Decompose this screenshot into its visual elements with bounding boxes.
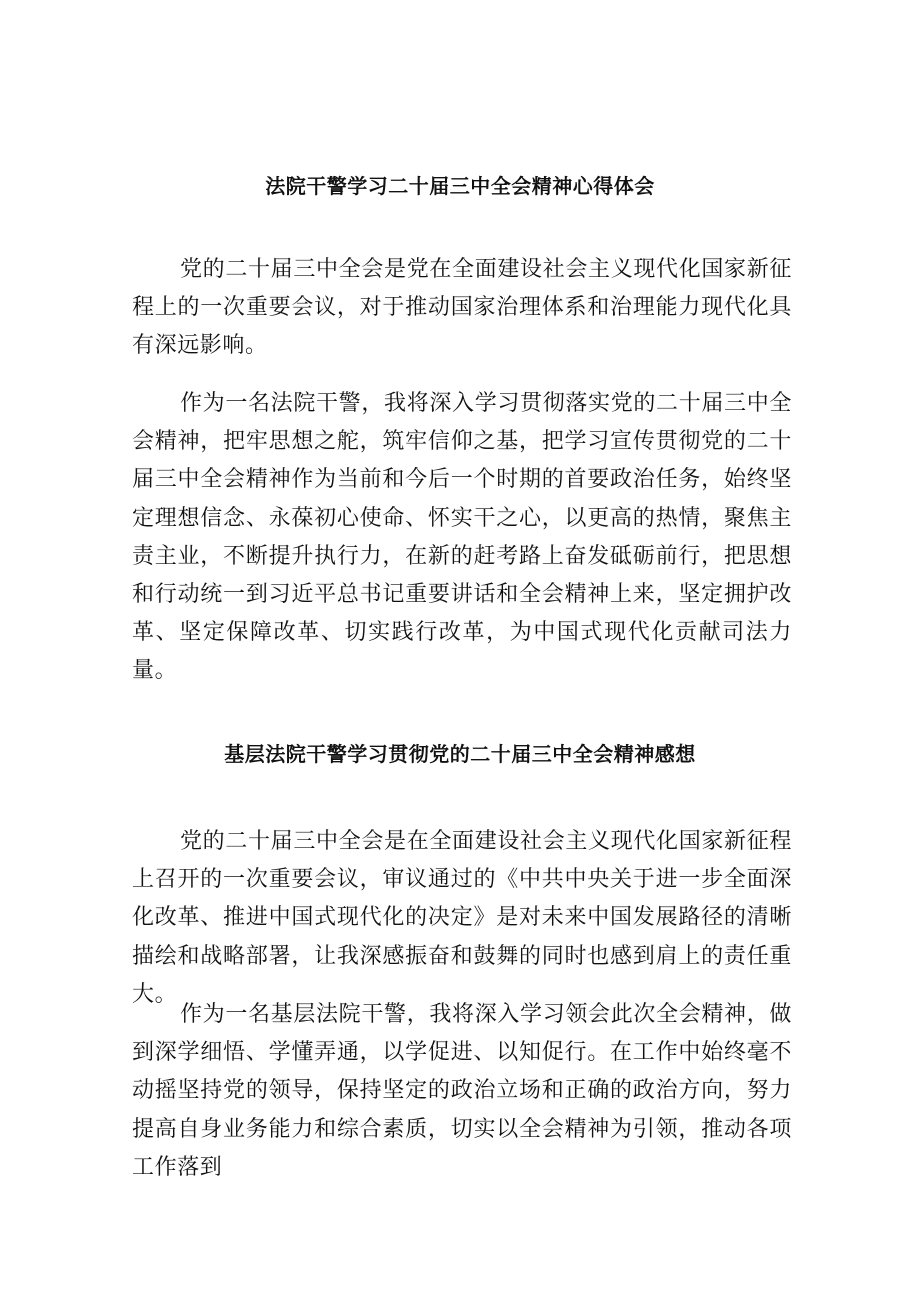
section-1-paragraph-1: 党的二十届三中全会是党在全面建设社会主义现代化国家新征程上的一次重要会议，对于推动国家治理体系和治理能力现代化具有深远影响。 bbox=[132, 257, 792, 359]
section-2-title: 基层法院干警学习贯彻党的二十届三中全会精神感想 bbox=[224, 742, 696, 766]
section-1-paragraph-2: 作为一名法院干警，我将深入学习贯彻落实党的二十届三中全会精神，把牢思想之舵，筑牢信仰之基，把学习宣传贯彻党的二十届三中全会精神作为当前和今后一个时期的首要政治任务，始终坚定理想信念、永葆初心使命、怀实干之心，以更高的热情，聚焦主责主业，不断提升执行力，在新的赶考路上奋发砥砺前行，把思想和行动统一到习近平总书记重要讲话和全会精神上来，坚定拥护改革、坚定保障改革、切实践行改革，为中国式现代化贡献司法力量。 bbox=[132, 391, 792, 684]
section-2-paragraph-1: 党的二十届三中全会是在全面建设社会主义现代化国家新征程上召开的一次重要会议，审议通过的《中共中央关于进一步全面深化改革、推进中国式现代化的决定》是对未来中国发展路径的清晰描绘和战略部署，让我深感振奋和鼓舞的同时也感到肩上的责任重大。 bbox=[132, 829, 792, 1007]
section-1-title: 法院干警学习二十届三中全会精神心得体会 bbox=[265, 174, 655, 198]
section-2-paragraph-2: 作为一名基层法院干警，我将深入学习领会此次全会精神，做到深学细悟、学懂弄通，以学促进、以知促行。在工作中始终毫不动摇坚持党的领导，保持坚定的政治立场和正确的政治方向，努力提高自身业务能力和综合素质，切实以全会精神为引领，推动各项工作落到 bbox=[132, 1002, 792, 1180]
